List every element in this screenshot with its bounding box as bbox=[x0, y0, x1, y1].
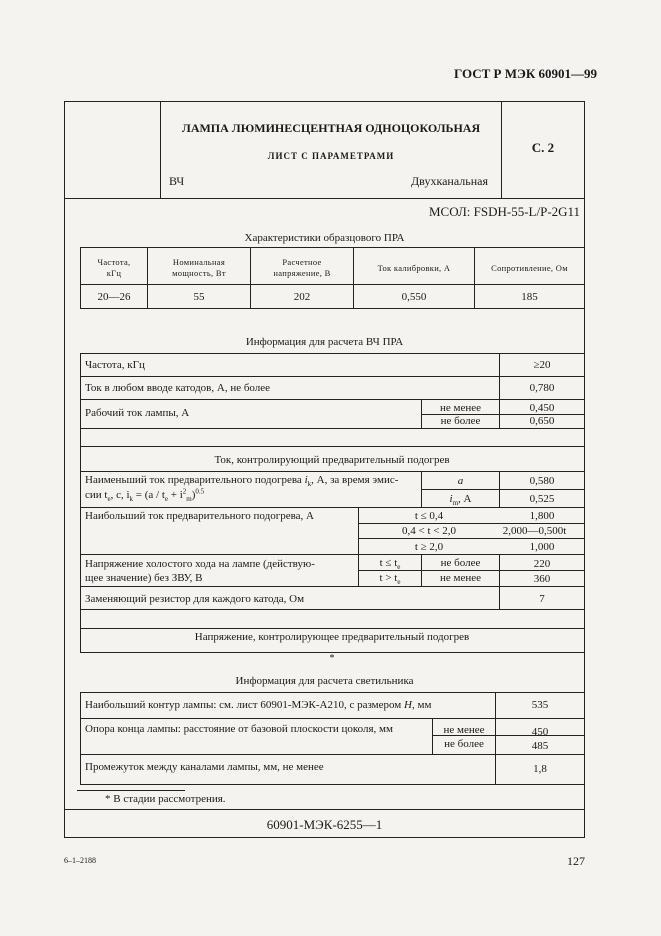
support-max-value: 485 bbox=[531, 740, 549, 752]
ocv-value-1: 220 bbox=[533, 558, 551, 570]
freq-value: ≥20 bbox=[533, 359, 551, 371]
voltage-preheat-value: * bbox=[329, 653, 335, 664]
print-code: 6–1–2188 bbox=[64, 856, 96, 865]
support-label: Опора конца лампы: расстояние от базовой плоскости цоколя, мм bbox=[85, 723, 393, 735]
resistor-value: 7 bbox=[539, 593, 545, 605]
support-min-value: 450 bbox=[531, 726, 549, 738]
sheet-title: ЛАМПА ЛЮМИНЕСЦЕНТНАЯ ОДНОЦОКОЛЬНАЯ bbox=[181, 121, 481, 135]
ocv-line1: Напряжение холостого хода на лампе (действую- bbox=[85, 558, 315, 570]
page-box: С. 2 bbox=[531, 140, 555, 155]
max-cond-2: 0,4 < t < 2,0 bbox=[402, 525, 456, 537]
ref-header-power-1: Номинальная bbox=[172, 257, 226, 267]
ref-ballast-title: Характеристики образцового ПРА bbox=[244, 232, 405, 244]
ref-value-power: 55 bbox=[193, 291, 205, 303]
operating-min-value: 0,450 bbox=[529, 402, 555, 414]
min-preheat-line2: сии $t_e$, с, $i_k = (a / t_e + i^2_m)^{0.5}$ bbox=[85, 487, 205, 504]
ref-header-resistance: Сопротивление, Ом bbox=[491, 263, 568, 273]
sheet-frame bbox=[64, 101, 585, 838]
max-preheat-label: Наибольший ток предварительного подогрева, А bbox=[85, 510, 314, 522]
ref-header-freq-2: кГц bbox=[106, 268, 122, 278]
preheat-title: Ток, контролирующий предварительный подогрев bbox=[214, 454, 450, 466]
ref-value-freq: 20—26 bbox=[97, 291, 131, 303]
max-value-1: 1,800 bbox=[529, 510, 555, 522]
support-min-label: не менее bbox=[443, 724, 485, 736]
hf-info-title: Информация для расчета ВЧ ПРА bbox=[245, 336, 404, 348]
ref-value-resistance: 185 bbox=[521, 291, 538, 303]
ref-value-current: 0,550 bbox=[401, 291, 427, 303]
cathode-current-value: 0,780 bbox=[529, 382, 555, 394]
type-label-twin: Двухканальная bbox=[411, 174, 488, 188]
coef-a-value: 0,580 bbox=[529, 475, 555, 487]
ref-header-voltage-1: Расчетное bbox=[282, 257, 322, 267]
ref-header-current: Ток калибровки, А bbox=[377, 263, 451, 273]
sheet-subtitle: ЛИСТ С ПАРАМЕТРАМИ bbox=[267, 151, 395, 161]
type-label-hf: ВЧ bbox=[169, 174, 185, 188]
support-max-label: не более bbox=[444, 738, 484, 750]
ref-value-voltage: 202 bbox=[293, 291, 311, 303]
document-code: ГОСТ Р МЭК 60901—99 bbox=[454, 66, 597, 81]
operating-max-label: не более bbox=[440, 415, 481, 427]
gap-value: 1,8 bbox=[533, 763, 547, 775]
contour-label: Наибольший контур лампы: см. лист 60901-МЭК-А210, с размером Н, мм bbox=[85, 699, 432, 711]
ocv-cond-2: $t > t_e$ bbox=[379, 572, 401, 587]
contour-value: 535 bbox=[531, 699, 549, 711]
resistor-label: Заменяющий резистор для каждого катода, Ом bbox=[85, 593, 305, 605]
max-cond-3: t ≥ 2,0 bbox=[414, 541, 444, 553]
gap-label: Промежуток между каналами лампы, мм, не менее bbox=[85, 761, 324, 773]
ref-header-power-2: мощность, Вт bbox=[172, 268, 226, 278]
ocv-limit-1: не более bbox=[440, 557, 481, 569]
coef-a-label: a bbox=[457, 475, 464, 487]
voltage-preheat-title: Напряжение, контролирующее предварительный подогрев bbox=[194, 631, 470, 643]
ocv-line2: щее значение) без ЗВУ, В bbox=[85, 572, 203, 584]
min-preheat-line1: Наименьший ток предварительного подогрева $i_k$, А, за время эмис- bbox=[85, 474, 399, 489]
freq-label: Частота, кГц bbox=[85, 359, 145, 371]
max-value-3: 1,000 bbox=[529, 541, 555, 553]
ocv-value-2: 360 bbox=[533, 573, 551, 585]
luminaire-title: Информация для расчета светильника bbox=[235, 675, 414, 687]
max-value-2: 2,000—0,500t bbox=[502, 525, 567, 537]
ocv-cond-1: $t \le t_e$ bbox=[379, 557, 401, 572]
operating-max-value: 0,650 bbox=[529, 415, 555, 427]
footnote: * В стадии рассмотрения. bbox=[105, 793, 226, 805]
page-number: 127 bbox=[567, 854, 585, 868]
operating-current-label: Рабочий ток лампы, А bbox=[85, 407, 190, 419]
cathode-current-label: Ток в любом вводе катодов, А, не более bbox=[85, 382, 271, 394]
coef-im-value: 0,525 bbox=[529, 493, 555, 505]
operating-min-label: не менее bbox=[439, 402, 481, 414]
ocv-limit-2: не менее bbox=[439, 572, 481, 584]
mcol-code: МСОЛ: FSDH-55-L/P-2G11 bbox=[429, 204, 581, 219]
max-cond-1: t ≤ 0,4 bbox=[414, 510, 444, 522]
sheet-code: 60901-МЭК-6255—1 bbox=[266, 817, 383, 832]
ref-header-voltage-2: напряжение, В bbox=[273, 268, 331, 278]
ref-header-freq-1: Частота, bbox=[97, 257, 131, 267]
coef-im-label: $i_m$, А bbox=[449, 493, 472, 508]
